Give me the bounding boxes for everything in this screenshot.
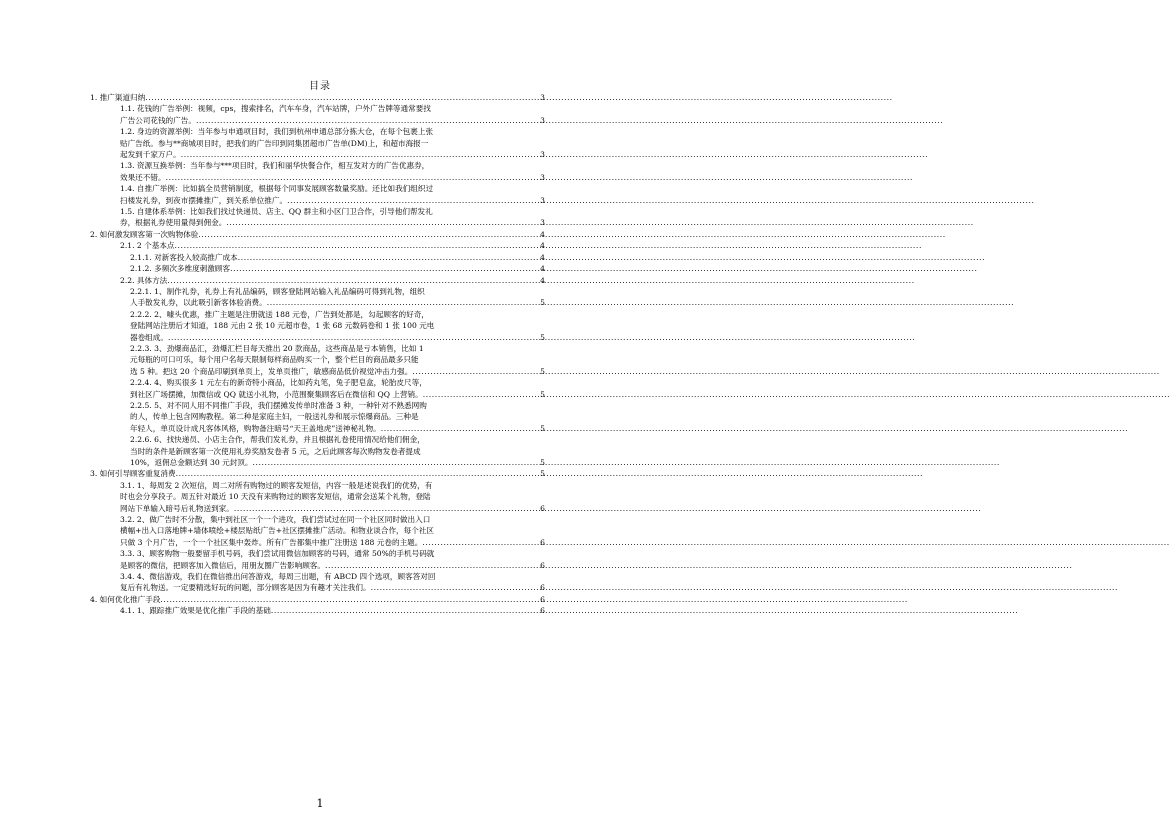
toc-title: 目录 — [309, 81, 331, 92]
toc-entry[interactable] — [90, 126, 545, 160]
toc-entry-text: 2.2.1. 1、制作礼券，礼券上有礼品编码，顾客登陆网站输入礼品编码可得到礼物，组织 — [130, 286, 425, 296]
toc-entry-text: 1.4. 自推广举例：比如搞全员营销制度，根据每个同事发展顾客数量奖励。还比如我们组织过 — [120, 184, 434, 194]
toc-entry-text: 2.2.6. 6、找快递员、小店主合作，帮我们发礼券，并且根据礼卷使用情况给他们佣金， — [130, 435, 425, 445]
toc-page-number: 5 — [540, 423, 545, 433]
toc-entry-text: 贴广告纸。参与**商城项目时，把我们的广告印到同集团超市广告单(DM)上，和超市海报一 — [120, 138, 429, 148]
toc-entry-text: 2.2.5. 5、对不同人用不同推广手段，我们摆摊发传单时准备 3 种，一种针对不熟悉网购 — [130, 400, 427, 410]
toc-entry-text: 横幅+出入口落地牌+墙体喷绘+楼层贴纸广告+社区摆摊推广活动。和物业谈合作，每个社区 — [120, 526, 435, 536]
toc-entry-text: 只做 3 个月广告，一个一个社区集中轰炸。所有广告都集中推广注册送 188 元卷的主题。 — [120, 537, 423, 547]
toc-entry-text: 元每瓶的可口可乐，每个用户名每天限制每样商品购买一个，整个栏目的商品最多只能 — [130, 355, 419, 365]
toc-entry-text: 4.1. 1、跟踪推广效果是优化推广手段的基础 — [120, 606, 271, 616]
toc-page-number: 4 — [540, 252, 545, 262]
dot-leader — [145, 92, 539, 103]
toc-entry-text: 1.2. 身边的资源举例：当年参与申通项目时，我们到杭州申通总部分拣大仓，在每个包裹上张 — [120, 127, 434, 137]
toc-page-number: 6 — [540, 537, 545, 547]
toc-page-number: 5 — [540, 298, 545, 308]
toc-entry-text: 人手散发礼券，以此吸引新客体验消费。 — [130, 298, 267, 308]
toc-entry-text: 起发到千家万户。 — [120, 150, 181, 160]
toc-entry-text: 1.3. 资源互换举例：当年参与***项目时，我们和丽华快餐合作，相互发对方的广告优惠券， — [120, 161, 430, 171]
toc-entry-text: 3.1. 1、每周发 2 次短信，周二对所有购物过的顾客发短信，内容一般是述说我们的优势，有 — [120, 480, 433, 490]
toc-entry-text: 1.5. 自建体系举例：比如我们找过快递员、店主、QQ 群主和小区门卫合作，引导他们帮发礼 — [120, 207, 433, 217]
toc-entry[interactable] — [90, 160, 545, 183]
toc-entry-text: 4. 如何优化推广手段 — [90, 594, 161, 604]
toc-entry-text: 复后有礼物送。一定要精选好玩的问题，部分顾客是因为有趣才关注我们。 — [120, 583, 371, 593]
dot-leader — [168, 332, 539, 343]
page-number: 1 — [316, 797, 324, 810]
toc-entry-text: 3. 如何引导顾客重复消费 — [90, 469, 176, 479]
toc-entry-text: 1. 推广渠道归纳 — [90, 93, 146, 102]
toc-page-number: 5 — [540, 366, 545, 376]
toc-entry-text: 到社区广场摆摊，加微信或 QQ 就送小礼物，小范围聚集顾客后在微信和 QQ 上营销。 — [130, 389, 423, 399]
toc-entry[interactable] — [90, 229, 545, 240]
toc-page-number: 3 — [540, 195, 545, 205]
toc-entry-text: 2.1.2. 多频次多维度刺激顾客 — [130, 264, 231, 274]
toc-entry[interactable] — [90, 103, 545, 126]
toc-page-number: 3 — [540, 172, 545, 182]
toc-entry-text: 登陆网站注册后才知道，188 元由 2 张 10 元超市卷，1 张 68 元数码卷和 1 张 100 元电 — [130, 321, 435, 331]
toc-entry-text: 选 5 种。把这 20 个商品印刷到单页上，发单页推广，敏感商品低价视觉冲击力强。 — [130, 366, 413, 376]
toc-entry[interactable] — [90, 252, 545, 263]
toc-entry-text: 3.4. 4、微信游戏，我们在微信推出问答游戏，每周三出题，有 ABCD 四个选项，顾客答对回 — [120, 572, 436, 582]
toc-entry[interactable] — [90, 183, 545, 206]
toc-entry-text: 当时的条件是新顾客第一次使用礼券奖励发卷者 5 元，之后此顾客每次购物发卷者提成 — [130, 446, 421, 456]
toc-entry-text: 效果还不错。 — [120, 172, 166, 182]
toc-page-number: 6 — [540, 583, 545, 593]
dot-leader — [325, 560, 539, 571]
toc-entry-text: 2.1.1. 对新客投入较高推广成本 — [130, 252, 238, 262]
toc-entry-text: 2. 如何激发顾客第一次购物体验 — [90, 229, 199, 239]
toc-entry[interactable] — [90, 206, 545, 229]
table-of-contents — [90, 92, 545, 617]
toc-page-number: 3 — [540, 115, 545, 125]
dot-leader — [181, 149, 539, 160]
toc-entry-text: 3.3. 3、顾客购物一般要留手机号码，我们尝试用微信加顾客的号码，通常 50%的手机号码就 — [120, 549, 435, 559]
dot-leader — [167, 275, 539, 286]
toc-entry-text: 2.1. 2 个基本点 — [120, 241, 175, 251]
dot-leader — [226, 217, 539, 228]
toc-entry-text: 3.2. 2、做广告时不分散，集中到社区一个一个进攻，我们尝试过在同一个社区同时做出入口 — [120, 515, 431, 525]
dot-leader — [196, 115, 539, 126]
toc-entry-text: 年轻人，单页设计成凡客体风格，购物备注暗号“天王盖地虎”送神秘礼物。 — [130, 423, 381, 433]
toc-entry-text: 2.2.4. 4、购买很多 1 元左右的新奇特小商品，比如药丸笔，兔子肥皂盒，轮胎皮尺等， — [130, 378, 427, 388]
toc-entry[interactable] — [90, 343, 545, 377]
toc-entry-text: 2.2.2. 2、噱头优惠，推广主题是注册就送 188 元卷，广告到处都是，勾起顾客的好奇， — [130, 309, 429, 319]
toc-entry[interactable] — [90, 275, 545, 286]
toc-page-number: 4 — [540, 275, 545, 285]
toc-entry[interactable] — [90, 377, 545, 400]
toc-page-number: 6 — [540, 606, 545, 616]
toc-entry-text: 器卷组成。 — [130, 332, 168, 342]
toc-page-number: 4 — [540, 264, 545, 274]
toc-page-number: 3 — [540, 93, 545, 102]
dot-leader — [253, 457, 540, 468]
toc-entry-text: 2.2.3. 3、劲爆商品汇，劲爆汇栏目每天推出 20 款商品，这些商品是亏本销售，比如 1 — [130, 343, 424, 353]
toc-page-number: 4 — [540, 241, 545, 251]
toc-entry-text: 2.2. 具体方法 — [120, 275, 168, 285]
toc-entry-text: 的人，传单上包含网购教程。第二种是家庭主妇，一般送礼券和展示惊爆商品。三种是 — [130, 412, 419, 422]
dot-leader — [381, 423, 539, 434]
toc-page-number: 3 — [540, 150, 545, 160]
toc-entry-text: 网站下单输入暗号后礼物送到家。 — [120, 503, 234, 513]
toc-entry[interactable] — [90, 548, 545, 571]
dot-leader — [412, 366, 539, 377]
toc-entry[interactable] — [90, 594, 545, 605]
toc-page-number: 3 — [540, 218, 545, 228]
toc-entry[interactable] — [90, 240, 545, 251]
toc-entry-text: 广告公司花钱的广告。 — [120, 115, 196, 125]
toc-entry-text: 扫楼发礼券，到夜市摆摊推广，到关系单位推广。 — [120, 195, 288, 205]
toc-entry[interactable] — [90, 400, 545, 434]
toc-entry[interactable] — [90, 468, 545, 479]
dot-leader — [422, 537, 539, 548]
toc-entry-text: 1.1. 花钱的广告举例：视频，cps，搜索排名，汽车车身，汽车站牌，户外广告牌等通常要找 — [120, 104, 431, 114]
dot-leader — [238, 252, 539, 263]
dot-leader — [267, 297, 539, 308]
dot-leader — [176, 468, 540, 479]
dot-leader — [160, 594, 539, 605]
toc-entry-text: 券，根据礼券使用量得到佣金。 — [120, 218, 227, 228]
toc-entry-text: 时也会分享段子。周五针对最近 10 天没有来购物过的顾客发短信，通常会送某个礼物，登陆 — [120, 492, 431, 502]
toc-entry[interactable] — [90, 286, 545, 309]
toc-entry[interactable] — [90, 480, 545, 514]
toc-page-number: 6 — [540, 503, 545, 513]
toc-page-number: 5 — [540, 332, 545, 342]
dot-leader — [371, 582, 540, 593]
dot-leader — [287, 195, 539, 206]
toc-page-number: 5 — [540, 458, 545, 467]
dot-leader — [198, 229, 539, 240]
dot-leader — [234, 503, 539, 514]
toc-entry[interactable] — [90, 92, 545, 103]
toc-entry[interactable] — [90, 605, 545, 616]
toc-entry[interactable] — [90, 309, 545, 343]
toc-page-number: 5 — [540, 389, 545, 399]
dot-leader — [230, 263, 539, 274]
toc-page-number: 5 — [540, 469, 545, 479]
toc-entry[interactable] — [90, 514, 545, 548]
dot-leader — [271, 605, 539, 616]
toc-page-number: 6 — [540, 594, 545, 604]
toc-entry[interactable] — [90, 263, 545, 274]
dot-leader — [175, 240, 540, 251]
toc-page-number: 6 — [540, 560, 545, 570]
toc-entry[interactable] — [90, 571, 545, 594]
toc-page-number: 4 — [540, 229, 545, 239]
toc-entry-text: 10%，返佣总金额达到 30 元封顶。 — [130, 458, 253, 467]
dot-leader — [423, 389, 539, 400]
dot-leader — [166, 172, 540, 183]
toc-entry[interactable] — [90, 434, 545, 468]
toc-entry-text: 是顾客的微信，把顾客加入微信后，用朋友圈广告影响顾客。 — [120, 560, 326, 570]
